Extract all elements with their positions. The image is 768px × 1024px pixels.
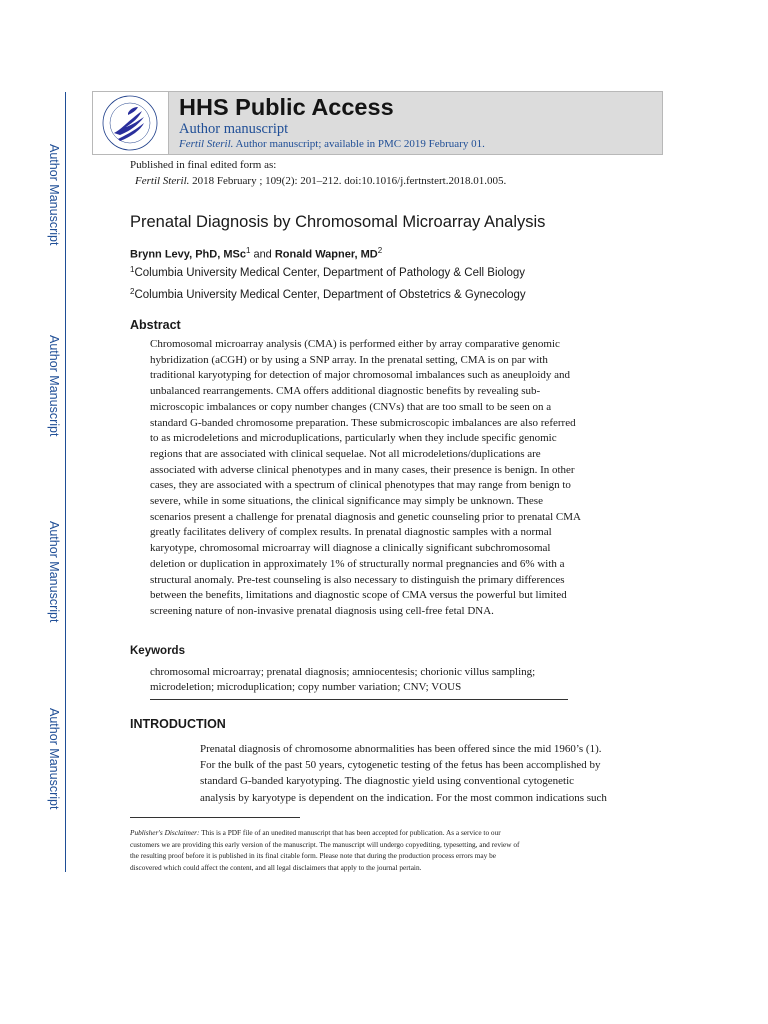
disclaimer-line: the resulting proof before it is published in its final citable form. Please note that during the production process errors may be <box>130 851 496 860</box>
abstract-line: associated with adverse clinical phenotypes and in many cases, their presence is benign. In other <box>150 463 575 476</box>
abstract-line: Chromosomal microarray analysis (CMA) is performed either by array comparative genomic <box>150 338 560 350</box>
keywords-line: chromosomal microarray; prenatal diagnosis; amniocentesis; chorionic villus sampling; <box>150 666 536 678</box>
introduction-body <box>200 741 607 806</box>
side-label-author-manuscript: Author Manuscript <box>47 335 61 437</box>
abstract-line: scenarios present a challenge for prenatal diagnosis and genetic counseling prior to prenatal CMA <box>150 510 581 523</box>
author-line <box>130 246 382 261</box>
abstract-line: regions that are associated with clinical sequelae. Not all microdeletions/duplications are <box>150 447 541 460</box>
keywords-body <box>150 665 535 695</box>
abstract-line: karyotype, chromosomal microarray will diagnose a clinically significant subchromosomal <box>150 542 551 555</box>
disclaimer-line: customers we are providing this early version of the manuscript. The manuscript will undergo copyediting, typesetting, and review of <box>130 839 520 849</box>
intro-line: standard G-banded karyotyping. The diagnostic yield using conventional cytogenetic <box>200 775 575 788</box>
abstract-line: structural anomaly. Pre-test counseling is also necessary to distinguish the primary differences <box>150 573 565 586</box>
disclaimer-line <box>130 827 519 839</box>
affiliation-text: Columbia University Medical Center, Department of Pathology & Cell Biology <box>134 267 525 279</box>
side-label-author-manuscript: Author Manuscript <box>47 144 61 246</box>
publisher-disclaimer <box>130 827 519 873</box>
citation <box>130 173 506 189</box>
divider <box>150 699 568 700</box>
abstract-line: to as microdeletions and microduplications, particularly when they include specific genomic <box>150 432 557 445</box>
abstract-line: severe, while in some situations, the clinical significance may simply be unknown. These <box>150 495 543 508</box>
introduction-heading: INTRODUCTION <box>130 717 226 731</box>
hhs-eagle-seal-icon <box>93 92 169 154</box>
published-label: Published in final edited form as: <box>130 159 277 171</box>
side-label-author-manuscript: Author Manuscript <box>47 521 61 623</box>
abstract-line: standard G-banded chromosome preparation. These submicroscopic imbalances are also referred <box>150 416 576 429</box>
intro-line: analysis by karyotype is dependent on the indication. For the most common indications such <box>200 791 607 804</box>
disclaimer-label: Publisher's Disclaimer: <box>130 828 200 837</box>
disclaimer-text: This is a PDF file of an unedited manuscript that has been accepted for publication. As a service to our <box>199 828 501 837</box>
intro-line: For the bulk of the past 50 years, cytogenetic testing of the fetus has been accomplished by <box>200 759 601 772</box>
affiliation-text: Columbia University Medical Center, Department of Obstetrics & Gynecology <box>134 289 526 301</box>
author-name: Brynn Levy, PhD, MSc <box>130 248 246 261</box>
abstract-heading: Abstract <box>130 318 181 332</box>
affiliation-marker: 1 <box>245 246 251 255</box>
citation-details: 2018 February ; 109(2): 201–212. doi:10.1016/j.fertnstert.2018.01.005. <box>192 175 507 187</box>
keywords-line: microdeletion; microduplication; copy number variation; CNV; VOUS <box>150 681 462 693</box>
abstract-line: unbalanced rearrangements. CMA offers additional diagnostic benefits by revealing sub- <box>150 385 541 398</box>
article-title: Prenatal Diagnosis by Chromosomal Microarray Analysis <box>130 213 546 231</box>
intro-line: Prenatal diagnosis of chromosome abnormalities has been offered since the mid 1960’s (1). <box>200 743 602 755</box>
side-label-author-manuscript: Author Manuscript <box>47 708 61 810</box>
abstract-line: microscopic imbalances or copy number changes (CNVs) that are too small to be seen on a <box>150 400 552 413</box>
abstract-line: deletion or duplication in approximately 1% of structurally normal pregnancies and 6% with a <box>150 557 565 570</box>
keywords-heading: Keywords <box>130 645 185 657</box>
author-name: Ronald Wapner, MD <box>274 248 378 261</box>
availability-line <box>179 138 485 150</box>
margin-rule <box>65 92 66 872</box>
affiliation <box>130 287 526 301</box>
abstract-line: greatly facilitates delivery of complex results. In prenatal diagnostic samples with a normal <box>150 526 552 539</box>
published-note <box>130 157 506 189</box>
abstract-line: screening nature of non-invasive prenatal diagnosis using cell-free fetal DNA. <box>150 604 494 617</box>
affiliation <box>130 265 525 279</box>
disclaimer-line: discovered which could affect the content, and all legal disclaimers that apply to the journal pertain. <box>130 862 422 872</box>
hhs-header <box>92 91 663 155</box>
hhs-public-access-title: HHS Public Access <box>179 94 394 120</box>
abstract-line: cases, they are associated with a spectrum of clinical phenotypes that may range from benign to <box>150 479 571 492</box>
author-manuscript-subtitle: Author manuscript <box>179 121 289 137</box>
abstract-line: traditional karyotyping for detection of major chromosomal imbalances such as aneuploidy and <box>150 369 571 382</box>
abstract-line: between the benefits, limitations and diagnostic scope of CMA versus the powerful but limited <box>150 589 567 602</box>
citation-journal: Fertil Steril. <box>135 175 190 187</box>
affiliation-marker: 1 <box>130 265 135 274</box>
author-conjunction: and <box>250 248 275 261</box>
affiliation-marker: 2 <box>377 246 383 255</box>
affiliation-marker: 2 <box>130 287 135 296</box>
footnote-divider <box>130 817 300 818</box>
abstract-line: hybridization (aCGH) or by using a SNP array. In the prenatal setting, CMA is on par with <box>150 353 548 366</box>
abstract-body <box>150 337 630 620</box>
availability-text: Author manuscript; available in PMC 2019 February 01. <box>235 138 485 150</box>
journal-abbrev: Fertil Steril. <box>179 138 234 150</box>
